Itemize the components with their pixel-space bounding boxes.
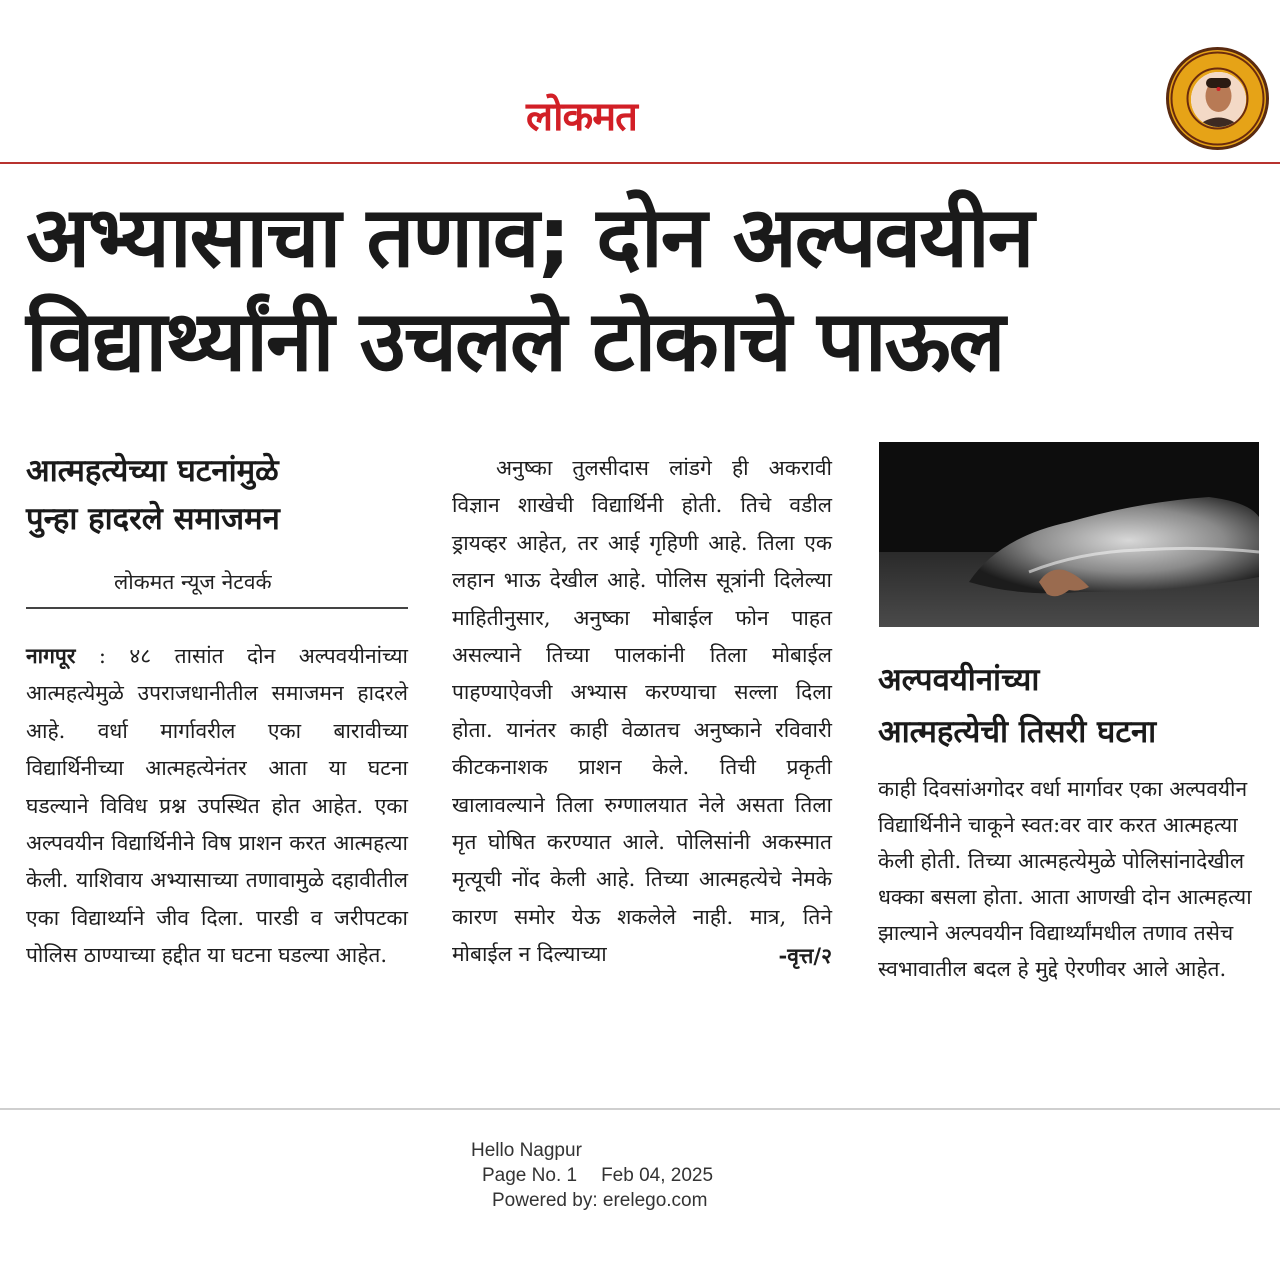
column1-body-text: : ४८ तासांत दोन अल्पवयीनांच्या आत्महत्येमुळे उपराजधानीतील समाजमन हादरले आहे. वर्धा मार्गावरील एका बारावीच्या विद्यार्थिनीच्या आत्महत्येनंतर आता या घटना घडल्याने विविध प्रश्न उपस्थित होत आहेत. एका अल्पवयीन विद्यार्थिनीने विष प्राशन करत आत्महत्या केली. याशिवाय अभ्यासाच्या तणावामुळे दहावीतील एका विद्यार्थ्याने जीव दिला. पारडी व जरीपटका पोलिस ठाण्याच्या हद्दीत या घटना घडल्या आहेत.: [26, 644, 408, 968]
footer-page-line: [440, 1163, 840, 1188]
dateline-place: नागपूर: [26, 643, 76, 668]
column2-body: [452, 450, 832, 974]
column3-body: काही दिवसांअगोदर वर्धा मार्गावर एका अल्पवयीन विद्यार्थिनीने चाकूने स्वत:वर वार करत आत्महत्या केली होती. तिच्या आत्महत्येमुळे पोलिसांनादेखील धक्का बसला होता. आता आणखी दोन आत्महत्या झाल्याने अल्पवयीन विद्यार्थ्यांमधील तणाव तसेच स्वभावातील बदल हे मुद्दे ऐरणीवर आले आहेत.: [878, 777, 1252, 981]
column1-subheading: [26, 447, 416, 543]
watermark-seal-icon: [1166, 47, 1269, 150]
column1-subheading-line-2: पुन्हा हादरले समाजमन: [26, 501, 280, 537]
footer: [440, 1138, 840, 1213]
headline-line-1: अभ्यासाचा तणाव; दोन अल्पवयीन: [26, 188, 1033, 286]
continued-marker: -वृत्त/२: [778, 942, 832, 968]
masthead-logo: लोकमत: [526, 94, 637, 140]
footer-divider: [0, 1108, 1280, 1110]
footer-edition: Hello Nagpur: [471, 1140, 582, 1161]
column3-subheading-line-2: आत्महत्येची तिसरी घटना: [878, 714, 1157, 750]
column2-body-text: अनुष्का तुलसीदास लांडगे ही अकरावी विज्ञान शाखेची विद्यार्थिनी होती. तिचे वडील ड्रायव्हर आहेत, तर आई गृहिणी आहे. तिला एक लहान भाऊ देखील आहे. पोलिस सूत्रांनी दिलेल्या माहितीनुसार, अनुष्का मोबाईल फोन पाहत असल्याने तिच्या पालकांनी तिला मोबाईल पाहण्याऐवजी अभ्यास करण्याचा सल्ला दिला होता. यानंतर काही वेळातच अनुष्काने रविवारी कीटकनाशक प्राशन केले. तिची प्रकृती खालावल्याने तिला रुग्णालयात नेले असता तिला मृत घोषित करण्यात आले. पोलिसांनी अकस्मात मृत्यूची नोंद केली आहे. तिच्या आत्महत्येचे नेमके कारण समोर येऊ शकलेले नाही. मात्र, तिने मोबाईल न दिल्याच्या: [452, 456, 832, 967]
main-headline: [26, 185, 1256, 393]
column1-body: [26, 637, 408, 975]
byline: लोकमत न्यूज नेटवर्क: [114, 570, 272, 594]
column1-divider: [26, 607, 408, 609]
headline-line-2: विद्यार्थ्यांनी उचलले टोकाचे पाऊल: [26, 292, 1004, 390]
column3-subheading: [878, 654, 1258, 758]
column1-subheading-line-1: आत्महत्येच्या घटनांमुळे: [26, 453, 279, 489]
footer-page: Page No. 1: [482, 1165, 578, 1186]
column3-subheading-line-1: अल्पवयीनांच्या: [878, 662, 1040, 698]
seal-portrait-icon: [1191, 72, 1246, 127]
footer-powered[interactable]: Powered by: erelego.com: [492, 1190, 708, 1211]
article-photo: [879, 442, 1259, 627]
footer-date: Feb 04, 2025: [601, 1165, 714, 1186]
masthead-divider: [0, 162, 1280, 164]
